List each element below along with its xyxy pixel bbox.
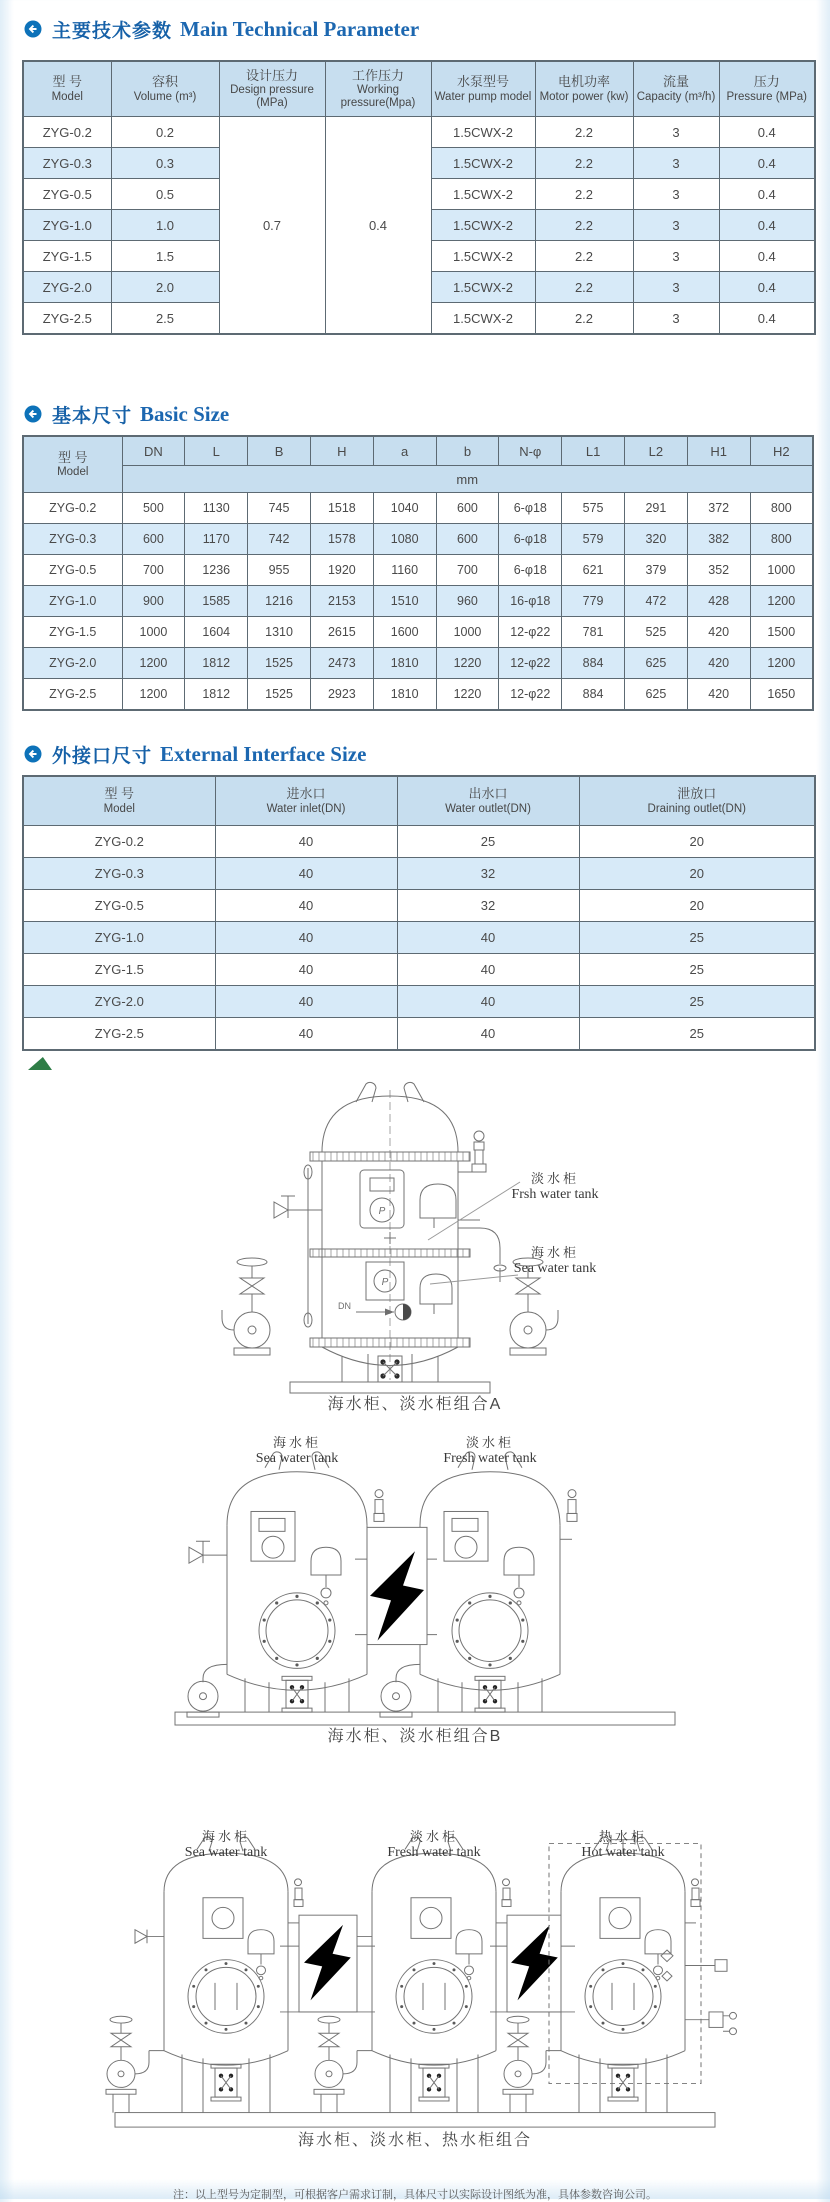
cell: 1.5CWX-2	[431, 272, 535, 303]
table-row	[23, 826, 815, 858]
cell: ZYG-2.0	[23, 648, 122, 679]
column-header: 压力 Pressure (MPa)	[719, 61, 815, 117]
cell: 2.2	[535, 272, 633, 303]
column-header: 型 号 Model	[23, 776, 215, 826]
cell: 1236	[185, 555, 248, 586]
corner-marker-icon	[28, 1057, 52, 1070]
cell: 320	[625, 524, 688, 555]
table-row	[23, 117, 815, 148]
cell: 25	[579, 954, 815, 986]
cell: 12-φ22	[499, 648, 562, 679]
cell: 3	[633, 210, 719, 241]
column-header: L	[185, 436, 248, 466]
table-row	[23, 986, 815, 1018]
cell: 1.5CWX-2	[431, 210, 535, 241]
header-row	[23, 61, 815, 117]
cell: 955	[248, 555, 311, 586]
cell: 0.4	[719, 272, 815, 303]
cell: 2.2	[535, 210, 633, 241]
cell: ZYG-1.0	[23, 210, 111, 241]
bullet-arrow-icon	[24, 405, 42, 423]
section-header-basic-size	[24, 399, 830, 429]
column-header: H1	[687, 436, 750, 466]
cell: 6-φ18	[499, 524, 562, 555]
cell: 0.4	[719, 303, 815, 335]
figure-combination-b	[0, 1418, 830, 1804]
bullet-arrow-icon	[24, 20, 42, 38]
cell: 1650	[750, 679, 813, 711]
cell: 625	[625, 679, 688, 711]
cell: 2.2	[535, 303, 633, 335]
column-header: 电机功率 Motor power (kw)	[535, 61, 633, 117]
table-row	[23, 922, 815, 954]
cell: 1.5CWX-2	[431, 148, 535, 179]
cell: ZYG-0.3	[23, 148, 111, 179]
tank-label: 淡水柜 Fresh water tank	[443, 1435, 537, 1466]
table-row	[23, 1018, 815, 1051]
cell: 3	[633, 117, 719, 148]
cell: 1578	[310, 524, 373, 555]
gauge-letter: P	[381, 1277, 389, 1288]
section-title-zh: 基本尺寸	[52, 405, 133, 427]
cell: 2.0	[111, 272, 219, 303]
cell: 2.2	[535, 241, 633, 272]
cell: 1500	[750, 617, 813, 648]
table-row	[23, 648, 813, 679]
cell: 960	[436, 586, 499, 617]
cell: 525	[625, 617, 688, 648]
cell: 1200	[122, 648, 185, 679]
cell: 291	[625, 493, 688, 524]
cell: 12-φ22	[499, 617, 562, 648]
header-row	[23, 776, 815, 826]
cell: 40	[215, 1018, 397, 1051]
section-title-en: External Interface Size	[160, 741, 367, 766]
cell: 2615	[310, 617, 373, 648]
table-row	[23, 890, 815, 922]
cell: 1510	[373, 586, 436, 617]
cell: 1000	[750, 555, 813, 586]
cell: 1.5CWX-2	[431, 179, 535, 210]
cell: ZYG-0.5	[23, 555, 122, 586]
cell: 3	[633, 148, 719, 179]
tank-label: 海水柜 Sea water tank	[255, 1435, 339, 1466]
cell: 3	[633, 272, 719, 303]
cell: 779	[562, 586, 625, 617]
cell: 40	[397, 986, 579, 1018]
cell: 742	[248, 524, 311, 555]
cell: 700	[122, 555, 185, 586]
cell: 12-φ22	[499, 679, 562, 711]
cell: ZYG-1.0	[23, 922, 215, 954]
cell: 600	[436, 524, 499, 555]
cell: 1216	[248, 586, 311, 617]
section-header-main-parameter	[24, 0, 830, 44]
gauge-letter: P	[378, 1206, 386, 1217]
cell: 0.2	[111, 117, 219, 148]
cell: ZYG-0.2	[23, 826, 215, 858]
cell: 40	[215, 986, 397, 1018]
cell: 20	[579, 826, 815, 858]
tank-label: 海水柜 Sea water tank	[184, 1829, 268, 1860]
technical-drawing-c	[75, 1830, 755, 2130]
cell: 575	[562, 493, 625, 524]
tank-label: 热水柜 Hot water tank	[581, 1829, 665, 1860]
cell: 2923	[310, 679, 373, 711]
cell: 745	[248, 493, 311, 524]
cell: 25	[579, 986, 815, 1018]
tank-label: 海水柜 Sea water tank	[513, 1245, 597, 1276]
basic-size-table	[22, 435, 814, 711]
section-title-zh: 外接口尺寸	[52, 745, 153, 767]
cell: 25	[579, 922, 815, 954]
cell: 1200	[750, 586, 813, 617]
cell: 1810	[373, 648, 436, 679]
figure-combination-c	[0, 1804, 830, 2182]
cell: 3	[633, 241, 719, 272]
table-row	[23, 954, 815, 986]
column-header: 型 号 Model	[23, 436, 122, 493]
section-title-en: Basic Size	[140, 401, 230, 426]
cell: 0.3	[111, 148, 219, 179]
cell: ZYG-0.2	[23, 493, 122, 524]
header-row	[23, 436, 813, 466]
cell: 25	[397, 826, 579, 858]
cell: 1920	[310, 555, 373, 586]
technical-drawing-a	[190, 1072, 660, 1394]
column-header: L2	[625, 436, 688, 466]
cell: 0.7	[219, 117, 325, 335]
cell: 1.5CWX-2	[431, 241, 535, 272]
cell: 2.5	[111, 303, 219, 335]
cell: 1000	[122, 617, 185, 648]
cell: 1000	[436, 617, 499, 648]
cell: 1.5CWX-2	[431, 117, 535, 148]
cell: 1160	[373, 555, 436, 586]
cell: 6-φ18	[499, 493, 562, 524]
cell: 40	[397, 1018, 579, 1051]
cell: ZYG-2.5	[23, 679, 122, 711]
cell: 2.2	[535, 148, 633, 179]
cell: 1.0	[111, 210, 219, 241]
table-row	[23, 858, 815, 890]
table-row	[23, 586, 813, 617]
cell: 32	[397, 890, 579, 922]
column-header: 工作压力 Working pressure(Mpa)	[325, 61, 431, 117]
column-header: H	[310, 436, 373, 466]
cell: 600	[122, 524, 185, 555]
cell: ZYG-2.0	[23, 986, 215, 1018]
column-header: b	[436, 436, 499, 466]
cell: 500	[122, 493, 185, 524]
column-header: 型 号 Model	[23, 61, 111, 117]
cell: 372	[687, 493, 750, 524]
cell: 1812	[185, 648, 248, 679]
cell: 1.5	[111, 241, 219, 272]
cell: ZYG-0.5	[23, 890, 215, 922]
cell: ZYG-1.5	[23, 617, 122, 648]
cell: 884	[562, 679, 625, 711]
cell: 0.5	[111, 179, 219, 210]
cell: 0.4	[325, 117, 431, 335]
footnote: 注：以上型号为定制型，可根据客户需求订制，具体尺寸以实际设计图纸为准，具体参数咨询公司。	[173, 2189, 657, 2201]
cell: 3	[633, 303, 719, 335]
cell: ZYG-0.2	[23, 117, 111, 148]
cell: 20	[579, 858, 815, 890]
cell: 16-φ18	[499, 586, 562, 617]
cell: ZYG-2.5	[23, 1018, 215, 1051]
cell: 1170	[185, 524, 248, 555]
column-header: 流量 Capacity (m³/h)	[633, 61, 719, 117]
column-header: 进水口 Water inlet(DN)	[215, 776, 397, 826]
cell: 625	[625, 648, 688, 679]
cell: 2.2	[535, 117, 633, 148]
cell: 1518	[310, 493, 373, 524]
cell: 800	[750, 524, 813, 555]
cell: 621	[562, 555, 625, 586]
column-header: 泄放口 Draining outlet(DN)	[579, 776, 815, 826]
section-title-zh: 主要技术参数	[52, 20, 173, 42]
cell: ZYG-0.3	[23, 858, 215, 890]
cell: 900	[122, 586, 185, 617]
cell: 40	[215, 890, 397, 922]
cell: ZYG-2.0	[23, 272, 111, 303]
cell: 1220	[436, 679, 499, 711]
cell: 40	[397, 954, 579, 986]
cell: 1604	[185, 617, 248, 648]
cell: 2.2	[535, 179, 633, 210]
cell: 0.4	[719, 241, 815, 272]
figure-caption: 海水柜、淡水柜组合A	[327, 1396, 503, 1413]
column-header: 水泵型号 Water pump model	[431, 61, 535, 117]
cell: 1600	[373, 617, 436, 648]
cell: 700	[436, 555, 499, 586]
cell: 40	[215, 858, 397, 890]
cell: 1525	[248, 679, 311, 711]
column-header: 出水口 Water outlet(DN)	[397, 776, 579, 826]
cell: ZYG-1.0	[23, 586, 122, 617]
cell: 800	[750, 493, 813, 524]
cell: 0.4	[719, 148, 815, 179]
cell: 40	[215, 922, 397, 954]
cell: 1310	[248, 617, 311, 648]
cell: 2473	[310, 648, 373, 679]
cell: 40	[397, 922, 579, 954]
cell: ZYG-1.5	[23, 241, 111, 272]
unit-cell: mm	[122, 466, 813, 493]
cell: 579	[562, 524, 625, 555]
cell: 382	[687, 524, 750, 555]
table-row	[23, 524, 813, 555]
cell: 352	[687, 555, 750, 586]
cell: ZYG-2.5	[23, 303, 111, 335]
cell: 781	[562, 617, 625, 648]
cell: ZYG-1.5	[23, 954, 215, 986]
cell: 1812	[185, 679, 248, 711]
figure-caption: 海水柜、淡水柜、热水柜组合	[297, 2132, 532, 2149]
dn-label: DN	[338, 1301, 351, 1311]
cell: 379	[625, 555, 688, 586]
main-parameter-table	[22, 60, 816, 335]
cell: 1080	[373, 524, 436, 555]
cell: 3	[633, 179, 719, 210]
cell: 6-φ18	[499, 555, 562, 586]
table-row	[23, 555, 813, 586]
cell: 2153	[310, 586, 373, 617]
cell: 0.4	[719, 210, 815, 241]
cell: 20	[579, 890, 815, 922]
cell: 1.5CWX-2	[431, 303, 535, 335]
cell: 420	[687, 648, 750, 679]
cell: ZYG-0.3	[23, 524, 122, 555]
cell: 1810	[373, 679, 436, 711]
cell: 1040	[373, 493, 436, 524]
column-header: H2	[750, 436, 813, 466]
cell: 25	[579, 1018, 815, 1051]
cell: 1585	[185, 586, 248, 617]
column-header: L1	[562, 436, 625, 466]
table-row	[23, 493, 813, 524]
column-header: DN	[122, 436, 185, 466]
cell: 1525	[248, 648, 311, 679]
section-header-interface-size	[24, 739, 830, 769]
table-row	[23, 617, 813, 648]
section-title-en: Main Technical Parameter	[180, 16, 420, 41]
column-header: N-φ	[499, 436, 562, 466]
cell: 420	[687, 617, 750, 648]
cell: 0.4	[719, 117, 815, 148]
figure-caption: 海水柜、淡水柜组合B	[327, 1728, 503, 1745]
cell: 420	[687, 679, 750, 711]
table-row	[23, 679, 813, 711]
unit-row	[23, 466, 813, 493]
cell: 884	[562, 648, 625, 679]
cell: ZYG-0.5	[23, 179, 111, 210]
column-header: 设计压力 Design pressure (MPa)	[219, 61, 325, 117]
cell: 40	[215, 826, 397, 858]
column-header: 容积 Volume (m³)	[111, 61, 219, 117]
cell: 1130	[185, 493, 248, 524]
technical-drawing-b	[115, 1436, 715, 1726]
cell: 1200	[750, 648, 813, 679]
cell: 1200	[122, 679, 185, 711]
figure-combination-a	[0, 1072, 830, 1418]
cell: 472	[625, 586, 688, 617]
cell: 32	[397, 858, 579, 890]
cell: 428	[687, 586, 750, 617]
column-header: B	[248, 436, 311, 466]
interface-size-table	[22, 775, 816, 1051]
cell: 600	[436, 493, 499, 524]
cell: 40	[215, 954, 397, 986]
cell: 0.4	[719, 179, 815, 210]
bullet-arrow-icon	[24, 745, 42, 763]
tank-label: 淡水柜 Frsh water tank	[511, 1171, 599, 1202]
tank-label: 淡水柜 Fresh water tank	[387, 1829, 481, 1860]
cell: 1220	[436, 648, 499, 679]
column-header: a	[373, 436, 436, 466]
